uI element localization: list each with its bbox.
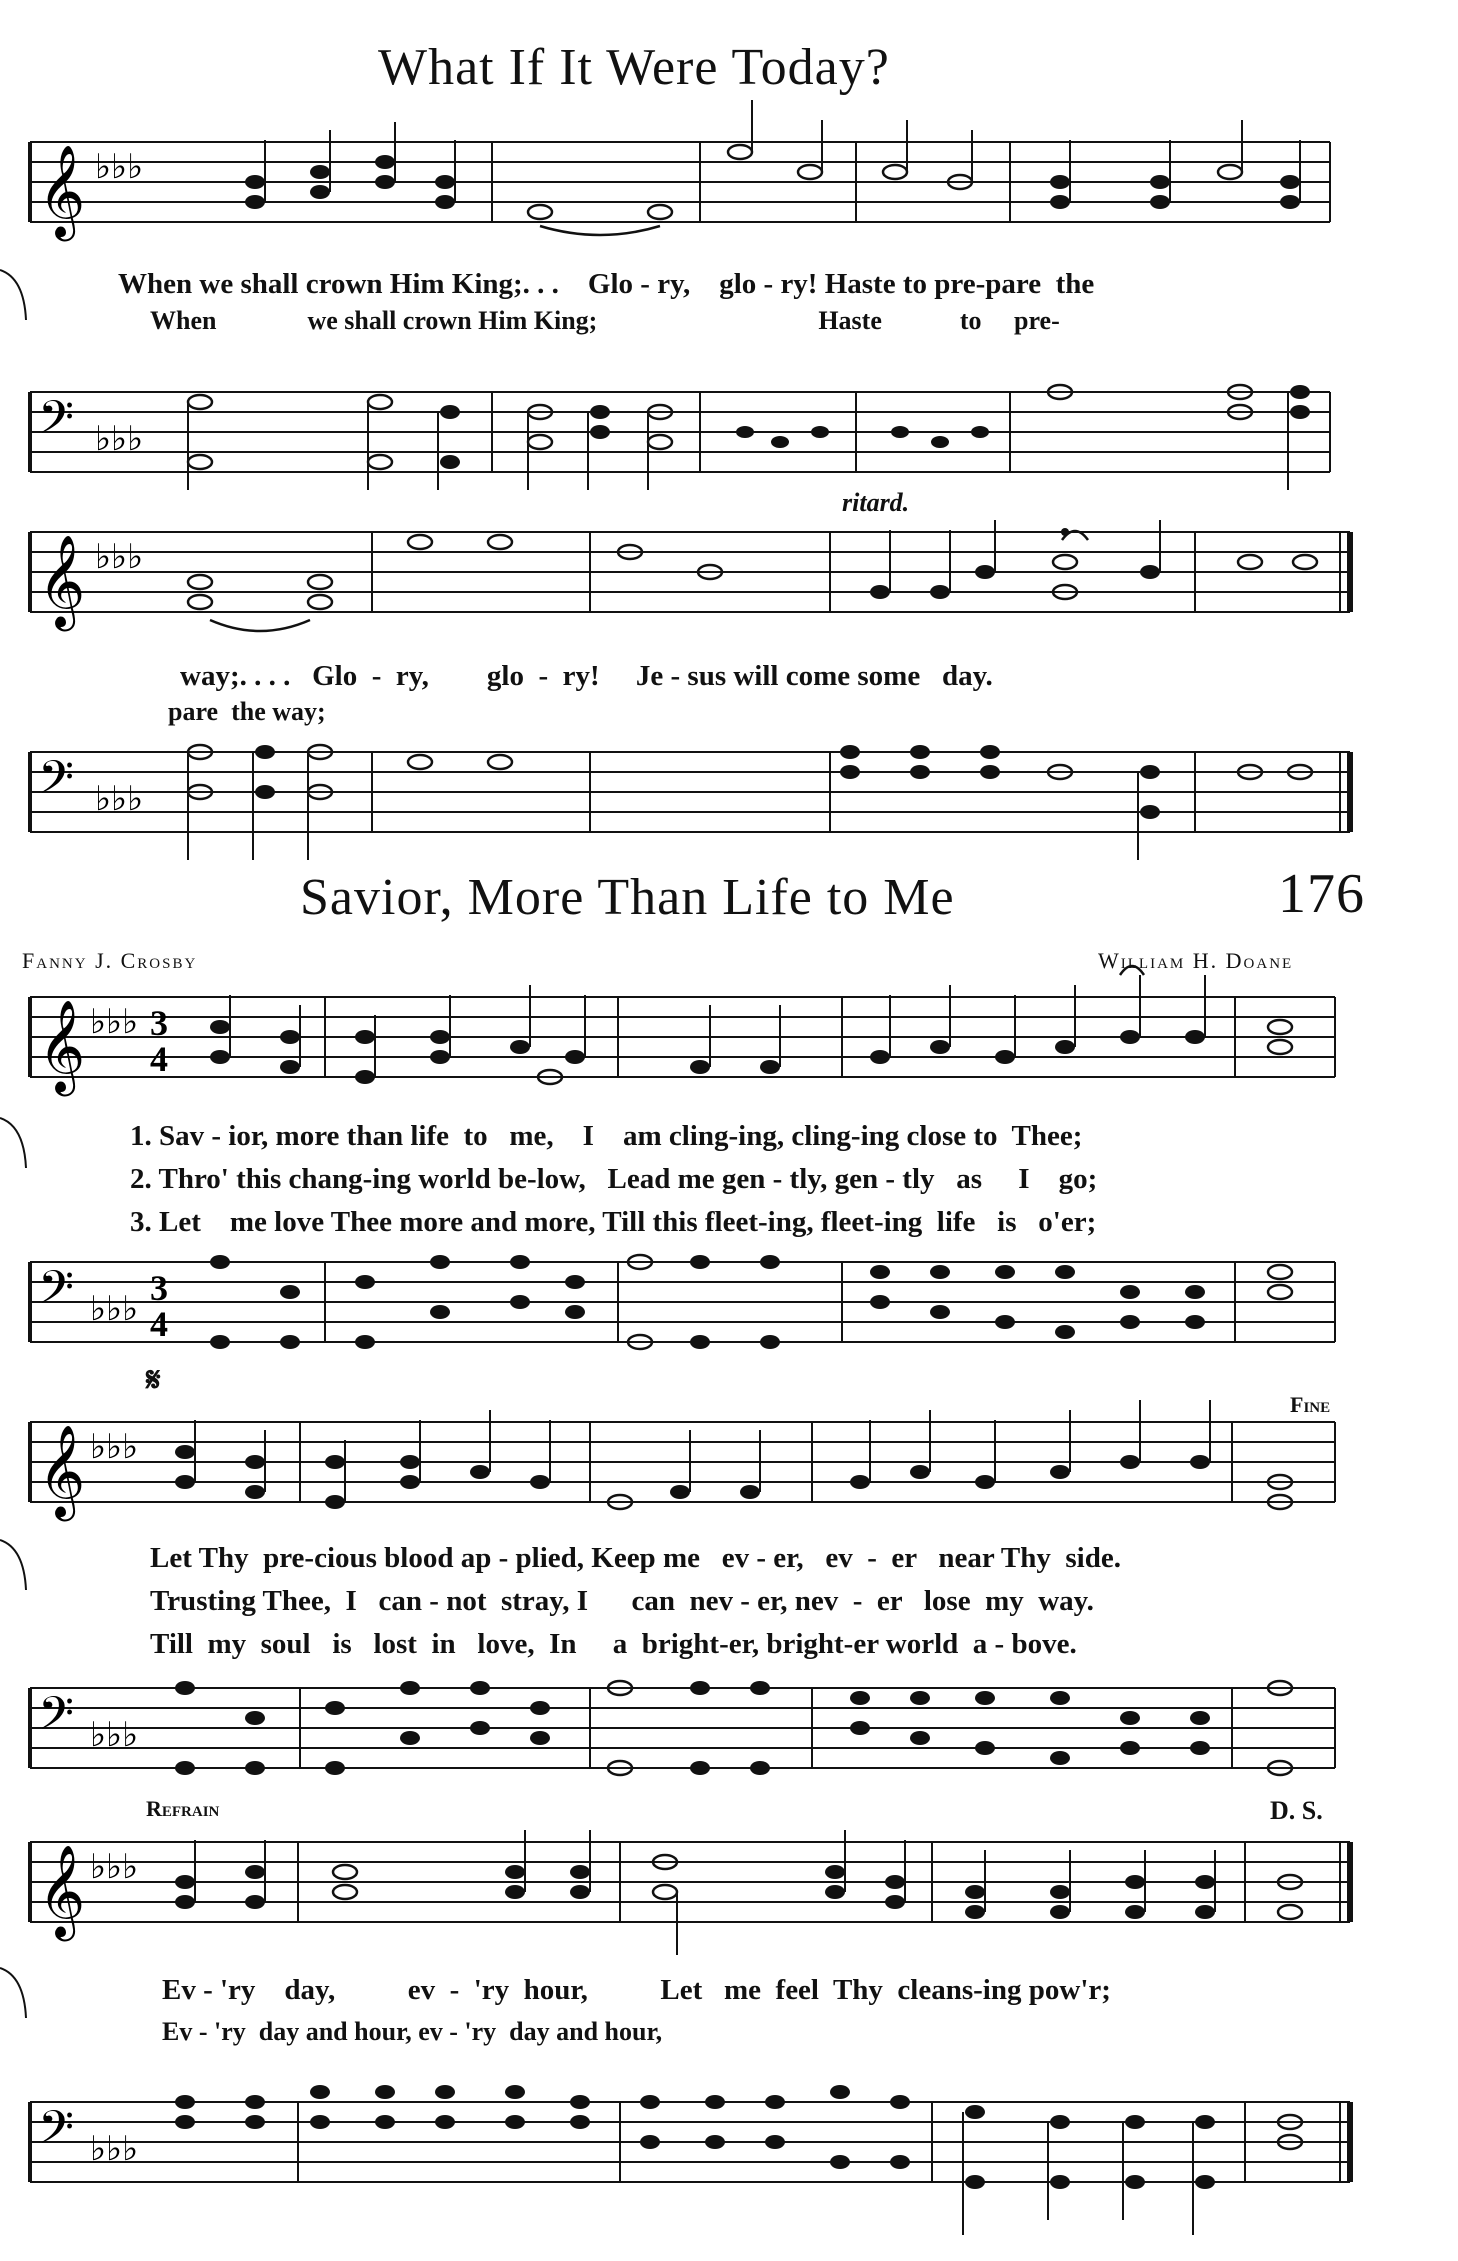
bass-staff-system1	[0, 380, 1458, 490]
hymn1-line2-soprano-lyrics: way;. . . . Glo - ry, glo - ry! Je - sus will come some day.	[180, 660, 993, 692]
treble-staff-system3	[0, 985, 1458, 1105]
hymn-title: What If It Were Today?	[378, 39, 890, 96]
verse-line-2: 2. Thro' this chang-ing world be-low, Lead me gen - tly, gen - tly as I go;	[130, 1163, 1098, 1195]
refrain-soprano-lyrics: Ev - 'ry day, ev - 'ry hour, Let me feel Thy cleans-ing pow'r;	[162, 1974, 1111, 2006]
ds-label: D. S.	[1270, 1796, 1323, 1825]
svg-text:𝄞: 𝄞	[38, 534, 86, 627]
refrain-bass-lyrics: Ev - 'ry day and hour, ev - 'ry day and hour,	[162, 2017, 663, 2046]
verse-line-1: 1. Sav - ior, more than life to me, I am cling-ing, cling-ing close to Thee;	[130, 1120, 1083, 1152]
svg-text:𝄢: 𝄢	[38, 751, 75, 816]
composer-credit: William H. Doane	[1098, 948, 1294, 973]
svg-text:♭♭♭: ♭♭♭	[90, 1002, 139, 1042]
svg-text:♭♭♭: ♭♭♭	[95, 147, 144, 187]
ritard-marking: ritard.	[842, 488, 910, 517]
hymn1-line2-bass-lyrics: pare the way;	[168, 697, 326, 726]
author-credit: Fanny J. Crosby	[22, 948, 198, 973]
verse-line-6: Till my soul is lost in love, In a bright-er, bright-er world a - bove.	[150, 1628, 1077, 1660]
treble-staff-system4	[0, 1410, 1458, 1530]
bass-staff-system2	[0, 740, 1458, 860]
verse-line-5: Trusting Thee, I can - not stray, I can nev - er, nev - er lose my way.	[150, 1585, 1094, 1617]
hymn1-line1-bass-lyrics: When we shall crown Him King; Haste to pre-	[150, 306, 1060, 335]
svg-text:𝄞: 𝄞	[38, 1424, 86, 1517]
bass-staff-system3	[0, 1250, 1458, 1360]
hymn-number: 176	[1278, 863, 1365, 925]
svg-text:♭♭♭: ♭♭♭	[90, 1715, 139, 1755]
svg-text:𝄢: 𝄢	[38, 1687, 75, 1752]
svg-text:4: 4	[150, 1304, 168, 1344]
svg-text:𝄢: 𝄢	[38, 2101, 75, 2166]
svg-text:3: 3	[150, 1003, 168, 1043]
segno-sign: 𝄋	[146, 1362, 161, 1399]
svg-text:♭♭♭: ♭♭♭	[90, 2129, 139, 2169]
hymn1-line1-soprano-lyrics: When we shall crown Him King;. . . Glo - ry, glo - ry! Haste to pre-pare the	[118, 268, 1095, 300]
svg-text:♭♭♭: ♭♭♭	[90, 1427, 139, 1467]
treble-staff-system2	[0, 520, 1458, 660]
svg-text:♭♭♭: ♭♭♭	[90, 1289, 139, 1329]
svg-text:4: 4	[150, 1039, 168, 1079]
refrain-label: Refrain	[146, 1796, 220, 1821]
svg-text:𝄞: 𝄞	[38, 999, 86, 1092]
svg-text:𝄞: 𝄞	[38, 144, 86, 237]
verse-line-3: 3. Let me love Thee more and more, Till this fleet-ing, fleet-ing life is o'er;	[130, 1206, 1097, 1238]
svg-text:♭♭♭: ♭♭♭	[95, 779, 144, 819]
treble-staff-system5	[0, 1830, 1458, 1960]
svg-text:𝄢: 𝄢	[38, 1261, 75, 1326]
svg-text:♭♭♭: ♭♭♭	[95, 419, 144, 459]
hymn2-title: Savior, More Than Life to Me	[300, 869, 955, 926]
system-brackets	[0, 0, 40, 2261]
svg-text:𝄢: 𝄢	[38, 391, 75, 456]
bass-staff-system5	[0, 2090, 1458, 2240]
bass-staff-system4	[0, 1676, 1458, 1786]
svg-text:3: 3	[150, 1268, 168, 1308]
svg-text:♭♭♭: ♭♭♭	[95, 537, 144, 577]
svg-text:𝄞: 𝄞	[38, 1844, 86, 1937]
treble-staff-system1	[0, 130, 1458, 250]
fine-label: Fine	[1290, 1392, 1331, 1417]
svg-text:♭♭♭: ♭♭♭	[90, 1847, 139, 1887]
verse-line-4: Let Thy pre-cious blood ap - plied, Keep me ev - er, ev - er near Thy side.	[150, 1542, 1121, 1574]
